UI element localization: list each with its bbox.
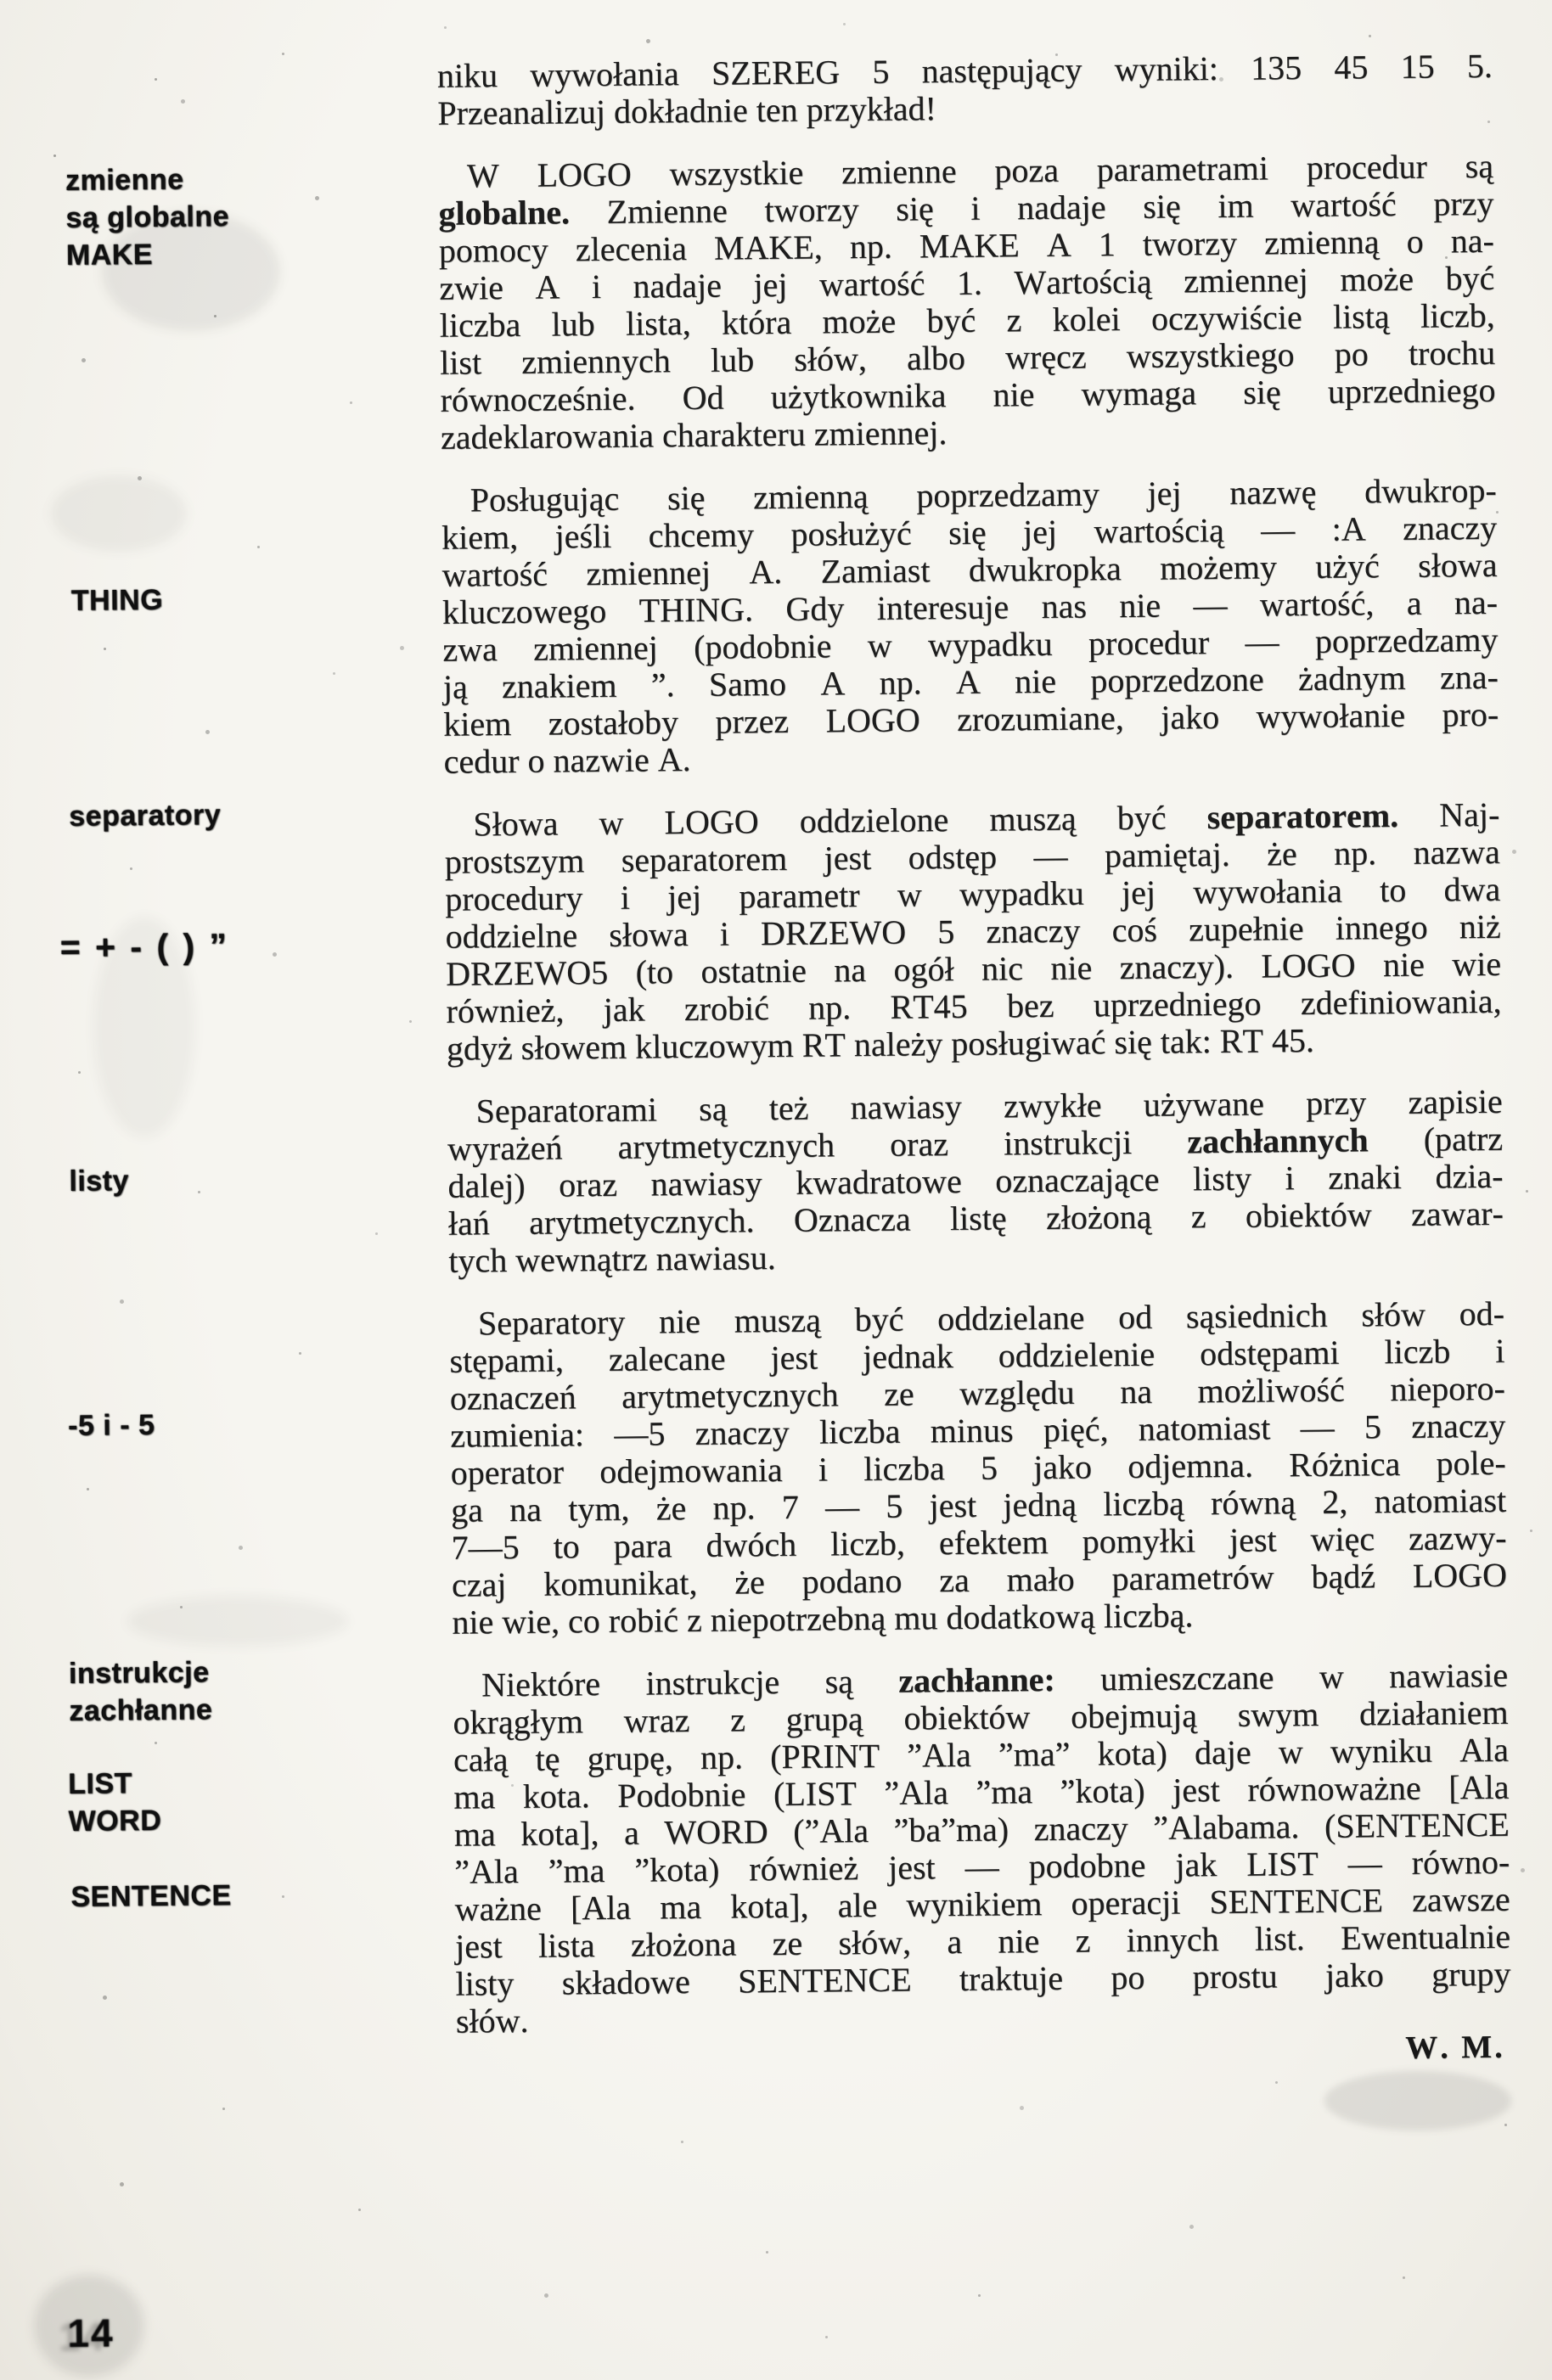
text-segment: umieszczane w nawiasie (1054, 1655, 1509, 1698)
text-segment: list zmiennych lub słów, albo wręcz wszystkiego po trochu (439, 333, 1496, 382)
text-segment: Przeanalizuj dokładnie ten przykład! (437, 89, 937, 132)
margin-note-line: -5 i - 5 (67, 1409, 155, 1443)
margin-note-line: WORD (68, 1804, 162, 1838)
text-segment: liczba lub lista, która może być z kolei oczywiście listą liczb, (439, 295, 1495, 345)
margin-note (68, 1406, 155, 1445)
text-segment: stępami, zalecane jest jednak oddzielenie odstępami liczb i (449, 1331, 1505, 1380)
margin-note (69, 1653, 213, 1730)
margin-note-line: MAKE (65, 238, 154, 272)
margin-note (65, 160, 230, 274)
margin-note (68, 1765, 161, 1840)
body-paragraph (453, 1657, 1511, 2040)
bold-term: separatorem. (1206, 795, 1399, 837)
text-segment: zadeklarowania charakteru zmiennej. (440, 413, 948, 457)
bold-term: zachłanne: (898, 1659, 1055, 1700)
text-segment: równocześnie. Od użytkownika nie wymaga się uprzedniego (440, 370, 1496, 419)
text-segment: kiem, jeśli chcemy posłużyć się jej wartością — :A znaczy (441, 508, 1498, 557)
margin-note-line: instrukcje (68, 1656, 210, 1691)
text-segment: również, jak zrobić np. RT45 bez uprzedniego zdefiniowania, (446, 981, 1502, 1030)
body-paragraph (438, 148, 1496, 457)
margin-note-line: zmienne (65, 163, 184, 197)
text-segment: nie wie, co robić z niepotrzebną mu dodatkową liczbą. (452, 1596, 1194, 1642)
margin-note-line: SENTENCE (70, 1879, 232, 1914)
text-segment: Posługując się zmienną poprzedzamy jej nazwę dwukrop- (470, 470, 1497, 519)
text-segment: słów. (455, 2001, 529, 2040)
text-segment: kiem zostałoby przez LOGO zrozumiane, jako wywołanie pro- (443, 694, 1499, 744)
margin-note-line: zachłanne (69, 1693, 213, 1728)
text-segment: okrągłym wraz z grupą obiektów obejmują swym działaniem (453, 1692, 1509, 1742)
text-segment: całą tę grupę, np. (PRINT ”Ala ”ma” kota) daje w wyniku Ala (453, 1730, 1510, 1779)
margin-note-line: LIST (68, 1767, 133, 1801)
body-line (448, 1232, 1504, 1280)
text-segment: łań arytmetycznych. Oznacza listę złożoną z obiektów zawar- (447, 1193, 1504, 1243)
text-segment: ma kota], a WORD (”Ala ”ba”ma) znaczy ”Alabama. (SENTENCE (453, 1805, 1510, 1854)
bold-term: zachłannych (1187, 1120, 1369, 1161)
body-paragraph (447, 1083, 1504, 1280)
scan-noise-speckles (0, 0, 3, 3)
text-segment: oddzielne słowa i DRZEWO 5 znaczy coś zupełnie innego niż (445, 907, 1501, 956)
text-segment: prostszym separatorem jest odstęp — pamiętaj. że np. nazwa (444, 832, 1500, 881)
body-paragraph (437, 48, 1493, 132)
body-line (452, 1594, 1507, 1642)
text-segment: W LOGO wszystkie zmienne poza parametrami procedur są (466, 146, 1494, 195)
margin-note-line: separatory (69, 799, 222, 833)
text-segment: (patrz (1368, 1119, 1504, 1159)
body-line (441, 409, 1496, 457)
body-line (443, 733, 1499, 781)
text-segment: Słowa w LOGO oddzielone muszą być (473, 798, 1207, 844)
text-segment: oznaczeń arytmetycznych ze względu na możliwość nieporo- (449, 1368, 1506, 1417)
text-segment: DRZEWO5 (to ostatnie na ogół nic nie znaczy). LOGO nie wie (445, 944, 1502, 993)
margin-note-line: są globalne (65, 200, 230, 234)
margin-note-line: = + - ( ) ” (59, 926, 230, 968)
text-segment: Separatory nie muszą być oddzielane od sąsiednich słów od- (477, 1294, 1505, 1343)
text-segment: zwa zmiennej (podobnie w wypadku procedur — poprzedzamy (442, 620, 1499, 669)
text-segment: listy składowe SENTENCE traktuje po prostu jako grupy (455, 1954, 1511, 2003)
text-segment: Separatorami są też nawiasy zwykłe używane przy zapisie (475, 1081, 1503, 1131)
body-line (437, 85, 1493, 132)
body-text-column (437, 48, 1511, 2040)
text-segment: zumienia: —5 znaczy liczba minus pięć, natomiast — 5 znaczy (450, 1406, 1506, 1455)
margin-note (69, 796, 221, 835)
text-segment: Zmienne tworzy się i nadaje się im wartość przy (569, 183, 1494, 232)
text-segment: Naj- (1397, 794, 1500, 834)
text-segment: Niektóre instrukcje są (481, 1661, 899, 1704)
margin-note-line: listy (69, 1165, 130, 1198)
text-segment: wartość zmiennej A. Zamiast dwukropka możemy użyć słowa (441, 545, 1498, 594)
text-segment: ”Ala ”ma ”kota) również jest — podobne jak LIST — równo- (454, 1842, 1510, 1891)
text-segment: czaj komunikat, że podano za mało parametrów bądź LOGO (451, 1555, 1508, 1604)
text-segment: ma kota. Podobnie (LIST ”Ala ”ma ”kota) jest równoważne [Ala (453, 1767, 1510, 1816)
margin-note (69, 1162, 129, 1200)
text-segment: kluczowego THING. Gdy interesuje nas nie — wartość, a na- (441, 582, 1499, 631)
text-segment: dalej) oraz nawiasy kwadratowe oznaczające listy i znaki dzia- (447, 1156, 1504, 1205)
body-paragraph (441, 472, 1499, 781)
text-segment: jest lista złożona ze słów, a nie z innych list. Ewentualnie (454, 1917, 1511, 1966)
body-paragraph (449, 1295, 1508, 1642)
margin-note (60, 927, 230, 966)
margin-note (71, 581, 164, 620)
body-paragraph (444, 796, 1502, 1068)
text-segment: procedury i jej parametr w wypadku jej wywołania to dwa (445, 869, 1501, 918)
text-segment: pomocy zlecenia MAKE, np. MAKE A 1 tworzy zmienną o na- (438, 221, 1495, 270)
text-segment: zwie A i nadaje jej wartość 1. Wartością zmiennej może być (439, 258, 1495, 307)
text-segment: ga na tym, że np. 7 — 5 jest jedną liczbą równą 2, natomiast (450, 1480, 1507, 1530)
text-segment: 7—5 to para dwóch liczb, efektem pomyłki jest więc zazwy- (451, 1518, 1507, 1567)
text-segment: tych wewnątrz nawiasu. (448, 1238, 776, 1280)
margin-note-line: THING (70, 583, 164, 617)
text-segment: niku wywołania SZEREG 5 następujący wyniki: 135 45 15 5. (436, 46, 1493, 95)
body-line (447, 1020, 1502, 1068)
author-initials: W. M. (1405, 2029, 1505, 2066)
text-segment: ważne [Ala ma kota], ale wynikiem operacji SENTENCE zawsze (454, 1879, 1510, 1928)
page-number: 14 (67, 2310, 115, 2356)
text-segment: cedur o nazwie A. (443, 739, 691, 781)
text-segment: wyrażeń arytmetycznych oraz instrukcji (447, 1122, 1188, 1168)
text-segment: gdyż słowem kluczowym RT należy posługiwać się tak: RT 45. (446, 1020, 1315, 1068)
text-segment: ją znakiem ”. Samo A np. A nie poprzedzone żadnym zna- (442, 657, 1499, 706)
text-segment: operator odejmowania i liczba 5 jako odjemna. Różnica pole- (450, 1443, 1506, 1492)
margin-note (70, 1877, 232, 1916)
bold-term: globalne. (438, 193, 571, 233)
